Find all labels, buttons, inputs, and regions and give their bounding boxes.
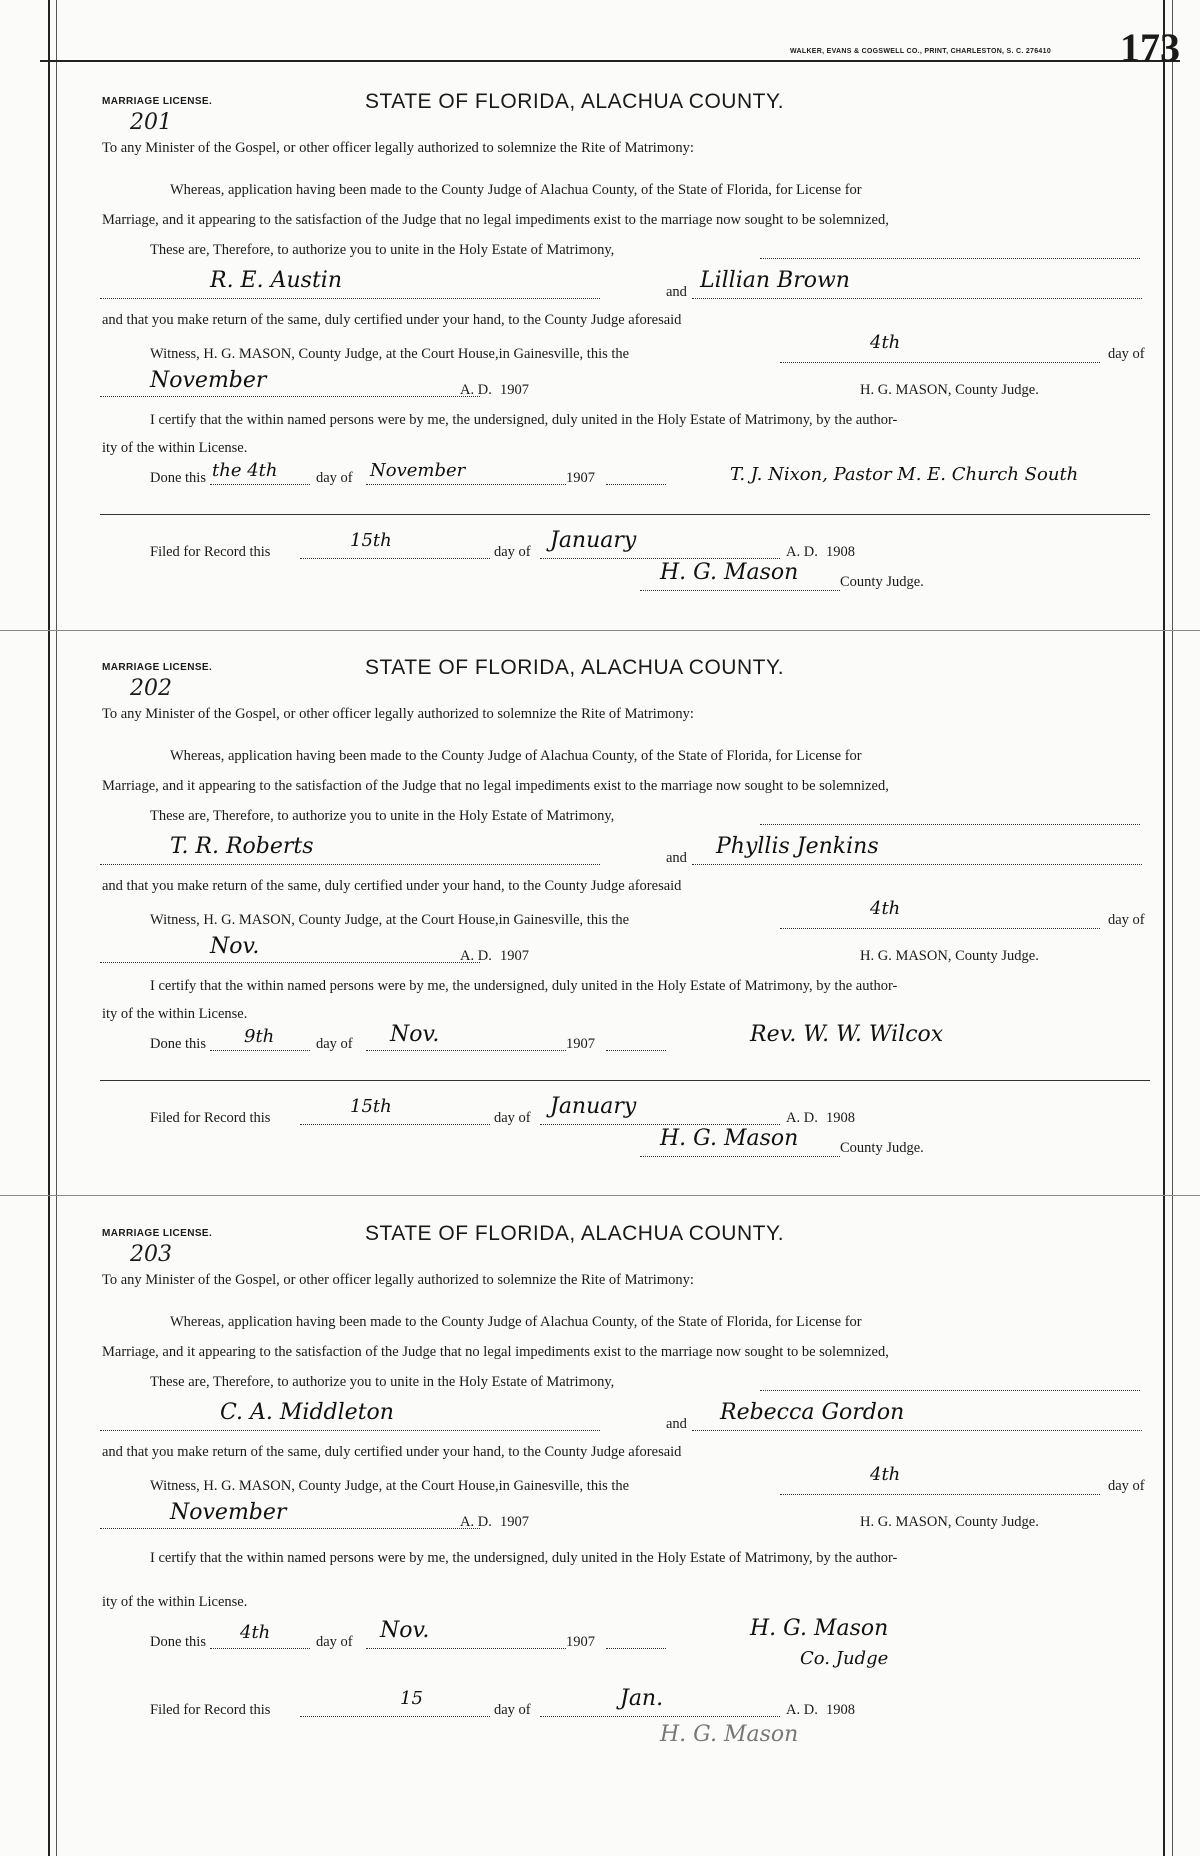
certify-line-1: I certify that the within named persons were by me, the undersigned, duly united in the Holy Estate of Matrimony, by the author- [150,1550,898,1566]
return-line: and that you make return of the same, duly certified under your hand, to the County Judge aforesaid [102,878,682,894]
filed-month: January [550,1094,637,1119]
filed-year: 1908 [826,1702,855,1718]
witness-line: Witness, H. G. MASON, County Judge, at the Court House,in Gainesville, this the [150,1478,630,1494]
done-year: 1907 [566,470,595,486]
license-number: 202 [130,676,172,701]
return-line: and that you make return of the same, duly certified under your hand, to the County Judge aforesaid [102,312,682,328]
officiant-signature: T. J. Nixon, Pastor M. E. Church South [730,464,1079,485]
county-judge-label: County Judge. [840,1140,924,1156]
license-label: MARRIAGE LICENSE. [102,1228,213,1239]
done-day: 9th [244,1026,275,1047]
day-of-short: day of [316,1634,353,1650]
page-border-right [1163,0,1165,1856]
witness-year: 1907 [500,1514,529,1530]
witness-day: 4th [870,1464,901,1485]
groom-name: C. A. Middleton [220,1400,394,1425]
day-of-label: day of [1108,346,1145,362]
filed-ad: A. D. [786,1702,818,1718]
day-of-short: day of [316,470,353,486]
witness-day: 4th [870,898,901,919]
bride-name: Lillian Brown [700,268,850,293]
officiant-signature: Rev. W. W. Wilcox [750,1022,944,1047]
county-judge-label: County Judge. [840,574,924,590]
filed-day: 15th [350,530,392,551]
filed-day-of: day of [494,1110,531,1126]
done-year: 1907 [566,1036,595,1052]
done-month: Nov. [390,1022,440,1047]
filed-judge-signature: H. G. Mason [660,1126,799,1151]
certify-line-2: ity of the within License. [102,440,248,456]
certify-line-1: I certify that the within named persons were by me, the undersigned, duly united in the Holy Estate of Matrimony, by the author- [150,412,898,428]
license-label: MARRIAGE LICENSE. [102,96,213,107]
authorize-line: These are, Therefore, to authorize you to unite in the Holy Estate of Matrimony, [150,808,615,824]
address-line: To any Minister of the Gospel, or other officer legally authorized to solemnize the Rite of Matrimony: [102,1272,694,1288]
license-heading: STATE OF FLORIDA, ALACHUA COUNTY. [365,656,785,679]
done-this-label: Done this [150,1036,206,1052]
whereas-line-1: Whereas, application having been made to the County Judge of Alachua County, of the State of Florida, for License for [170,748,862,764]
filed-ad: A. D. [786,544,818,560]
filed-month: January [550,528,637,553]
page-border-right-inner [1172,0,1173,1856]
whereas-line-2: Marriage, and it appearing to the satisfaction of the Judge that no legal impediments exist to the marriage now sought to be solemnized, [102,778,889,794]
witness-line: Witness, H. G. MASON, County Judge, at the Court House,in Gainesville, this the [150,912,630,928]
filed-judge-signature: H. G. Mason [660,560,799,585]
filed-year: 1908 [826,1110,855,1126]
officiant-signature: H. G. Mason [750,1616,889,1641]
day-of-short: day of [316,1036,353,1052]
witness-month: November [150,368,267,393]
filed-day-of: day of [494,1702,531,1718]
witness-month: Nov. [210,934,260,959]
filed-year: 1908 [826,544,855,560]
printer-line: WALKER, EVANS & COGSWELL CO., PRINT, CHARLESTON, S. C. 276410 [790,48,1052,55]
witness-year: 1907 [500,948,529,964]
address-line: To any Minister of the Gospel, or other officer legally authorized to solemnize the Rite of Matrimony: [102,706,694,722]
page-border-left [48,0,50,1856]
witness-line: Witness, H. G. MASON, County Judge, at the Court House,in Gainesville, this the [150,346,630,362]
license-heading: STATE OF FLORIDA, ALACHUA COUNTY. [365,1222,785,1245]
done-month: Nov. [380,1618,430,1643]
done-this-label: Done this [150,1634,206,1650]
license-number: 201 [130,110,172,135]
license-number: 203 [130,1242,172,1267]
done-this-label: Done this [150,470,206,486]
certify-line-1: I certify that the within named persons were by me, the undersigned, duly united in the Holy Estate of Matrimony, by the author- [150,978,898,994]
ad-label: A. D. [460,1514,492,1530]
authorize-line: These are, Therefore, to authorize you to unite in the Holy Estate of Matrimony, [150,242,615,258]
section-divider [0,1195,1200,1196]
done-month: November [370,460,466,481]
bride-name: Phyllis Jenkins [716,834,879,859]
authorize-line: These are, Therefore, to authorize you to unite in the Holy Estate of Matrimony, [150,1374,615,1390]
top-rule [40,60,1180,62]
witness-year: 1907 [500,382,529,398]
officiant-title: Co. Judge [800,1648,889,1669]
page-border-left-inner [56,0,57,1856]
whereas-line-1: Whereas, application having been made to the County Judge of Alachua County, of the State of Florida, for License for [170,182,862,198]
judge-signature-line: H. G. MASON, County Judge. [860,382,1039,398]
filed-judge-signature: H. G. Mason [660,1722,799,1747]
whereas-line-2: Marriage, and it appearing to the satisfaction of the Judge that no legal impediments exist to the marriage now sought to be solemnized, [102,212,889,228]
return-line: and that you make return of the same, duly certified under your hand, to the County Judge aforesaid [102,1444,682,1460]
certify-line-2: ity of the within License. [102,1006,248,1022]
groom-name: T. R. Roberts [170,834,314,859]
day-of-label: day of [1108,912,1145,928]
filed-ad: A. D. [786,1110,818,1126]
license-label: MARRIAGE LICENSE. [102,662,213,673]
section-divider [0,630,1200,631]
filed-day-of: day of [494,544,531,560]
certify-line-2: ity of the within License. [102,1594,248,1610]
done-day: the 4th [212,460,278,481]
judge-signature-line: H. G. MASON, County Judge. [860,1514,1039,1530]
done-year: 1907 [566,1634,595,1650]
filed-label: Filed for Record this [150,544,271,560]
groom-name: R. E. Austin [210,268,342,293]
day-of-label: day of [1108,1478,1145,1494]
witness-day: 4th [870,332,901,353]
witness-month: November [170,1500,287,1525]
bride-name: Rebecca Gordon [720,1400,905,1425]
license-heading: STATE OF FLORIDA, ALACHUA COUNTY. [365,90,785,113]
done-day: 4th [240,1622,271,1643]
address-line: To any Minister of the Gospel, or other officer legally authorized to solemnize the Rite of Matrimony: [102,140,694,156]
and-word: and [666,284,687,300]
whereas-line-1: Whereas, application having been made to the County Judge of Alachua County, of the State of Florida, for License for [170,1314,862,1330]
and-word: and [666,850,687,866]
filed-label: Filed for Record this [150,1702,271,1718]
whereas-line-2: Marriage, and it appearing to the satisfaction of the Judge that no legal impediments exist to the marriage now sought to be solemnized, [102,1344,889,1360]
ad-label: A. D. [460,382,492,398]
and-word: and [666,1416,687,1432]
page-number: 173 [1120,25,1180,70]
filed-day: 15th [350,1096,392,1117]
judge-signature-line: H. G. MASON, County Judge. [860,948,1039,964]
ad-label: A. D. [460,948,492,964]
filed-month: Jan. [620,1686,664,1711]
filed-day: 15 [400,1688,423,1709]
filed-label: Filed for Record this [150,1110,271,1126]
